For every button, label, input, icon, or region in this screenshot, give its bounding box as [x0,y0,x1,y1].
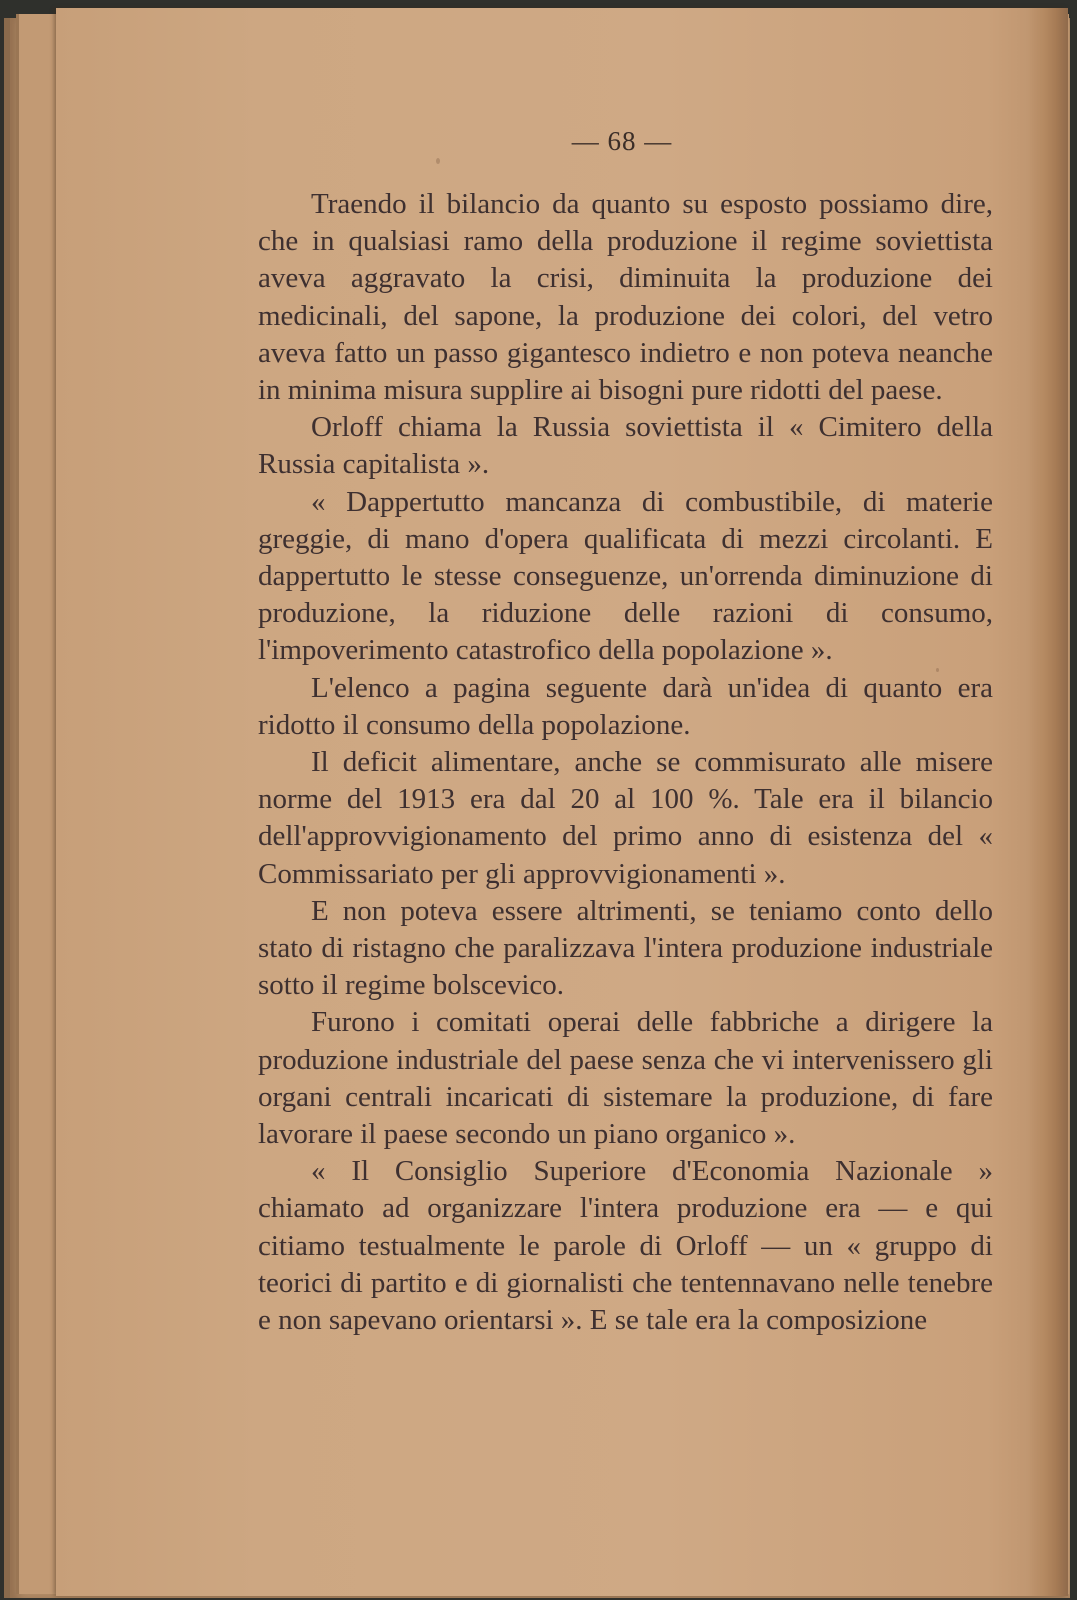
paragraph-5: Il deficit alimentare, anche se commisurato alle misere norme del 1913 era dal 20 al 100 %. Tale era il bilancio dell'approvvigionamento del primo anno di esistenza del « Commissariato per gli approvvigionamenti ». [258,746,993,890]
paragraph-6: E non poteva essere altrimenti, se teniamo conto dello stato di ristagno che paralizzava l'intera produzione industriale sotto il regime bolscevico. [258,894,993,1002]
paper-speck [776,508,779,511]
paragraph-4: L'elenco a pagina seguente darà un'idea di quanto era ridotto il consumo della popolazione. [258,671,993,741]
paragraph-2: Orloff chiama la Russia soviettista il « Cimitero della Russia capitalista ». [258,411,993,481]
paper-speck [936,668,939,672]
paragraph-8: « Il Consiglio Superiore d'Economia Nazionale » chiamato ad organizzare l'intera produzione era — e qui citiamo testualmente le parole di Orloff — un « gruppo di teorici di partito e di giornalisti che tentennavano nelle tenebre e non sapevano orientarsi ». E se tale era la composizione [258,1155,993,1337]
page-number: — 68 — [571,126,673,156]
paragraph-7: Furono i comitati operai delle fabbriche a dirigere la produzione industriale del paese senza che vi intervenissero gli organi centrali incaricati di sistemare la produzione, di fare lavorare il paese secondo un piano organico ». [258,1006,993,1151]
page-body-text [258,186,993,1339]
paragraph-1: Traendo il bilancio da quanto su esposto possiamo dire, che in qualsiasi ramo della produzione il regime soviettista aveva aggravato la crisi, diminuita la produzione dei medicinali, del sapone, la produzione dei colori, del vetro aveva fatto un passo gigantesco indietro e non poteva neanche in minima misura supplire ai bisogni pure ridotti del paese. [258,188,993,407]
paragraph-3: « Dappertutto mancanza di combustibile, di materie greggie, di mano d'opera qualificata di mezzi circolanti. E dappertutto le stesse conseguenze, un'orrenda diminuzione di produzione, la riduzione delle razioni di consumo, l'impoverimento catastrofico della popolazione ». [258,485,993,667]
page-right-edge [1028,8,1068,1596]
paper-speck [436,158,440,164]
book-page [56,8,1068,1596]
